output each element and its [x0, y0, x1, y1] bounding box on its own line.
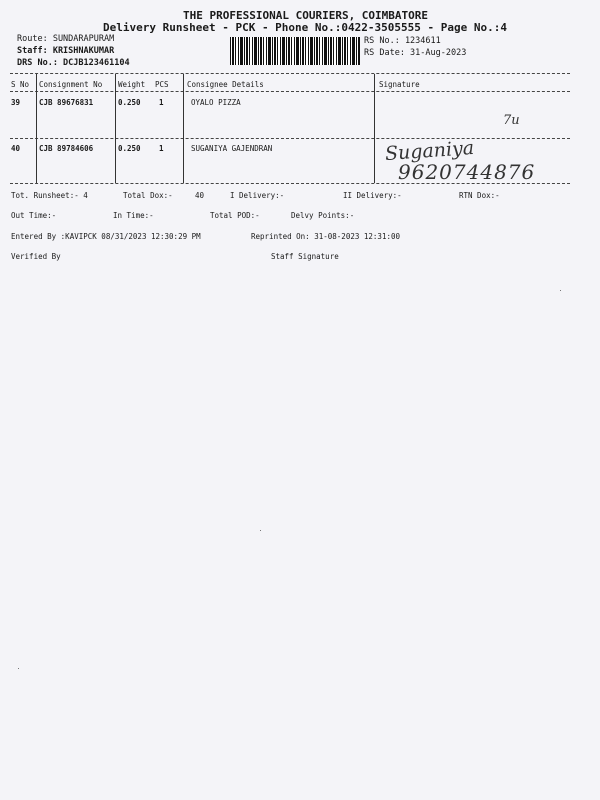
rtn-dox: RTN Dox:- [459, 191, 500, 200]
route-label: Route: SUNDARAPURAM [17, 34, 115, 44]
row-weight: 0.250 [118, 144, 141, 153]
scan-speck [260, 530, 261, 531]
row-pcs: 1 [159, 144, 164, 153]
row-sno: 40 [11, 144, 21, 153]
drs-number: DRS No.: DCJB123461104 [17, 58, 130, 68]
ii-delivery: II Delivery:- [343, 191, 402, 200]
row-consignment: CJB 89784606 [39, 144, 94, 153]
row-weight: 0.250 [118, 98, 141, 107]
staff-label: Staff: KRISHNAKUMAR [17, 46, 115, 56]
row-consignee: OYALO PIZZA [191, 98, 241, 107]
staff-signature-label: Staff Signature [271, 252, 339, 261]
col-divider [36, 74, 37, 183]
scan-speck [560, 290, 561, 291]
total-runsheet: Tot. Runsheet:- 4 [11, 191, 88, 200]
total-pod: Total POD:- [210, 211, 260, 220]
row-consignee: SUGANIYA GAJENDRAN [191, 144, 273, 153]
col-header-signature: Signature [379, 80, 420, 89]
col-header-weight: Weight [118, 80, 146, 89]
scan-speck [18, 668, 19, 669]
row-divider [10, 138, 570, 139]
runsheet-title: Delivery Runsheet - PCK - Phone No.:0422-3505555 - Page No.:4 [103, 21, 507, 34]
delivery-points: Delvy Points:- [291, 211, 355, 220]
row-consignment: CJB 89676831 [39, 98, 94, 107]
barcode [230, 37, 360, 65]
handwritten-phone: 9620744876 [398, 160, 536, 184]
rs-date: RS Date: 31-Aug-2023 [364, 48, 467, 58]
total-dox-label: Total Dox:- [123, 191, 173, 200]
col-header-consignee: Consignee Details [187, 80, 264, 89]
table-header-rule [10, 91, 570, 92]
col-divider [374, 74, 375, 183]
row-sno: 39 [11, 98, 21, 107]
rs-number: RS No.: 1234611 [364, 36, 441, 46]
i-delivery: I Delivery:- [230, 191, 285, 200]
col-divider [115, 74, 116, 183]
reprinted-on: Reprinted On: 31-08-2023 12:31:00 [251, 232, 401, 241]
col-divider [183, 74, 184, 183]
row-pcs: 1 [159, 98, 164, 107]
in-time: In Time:- [113, 211, 154, 220]
col-header-pcs: PCS [155, 80, 169, 89]
table-top-rule [10, 73, 570, 74]
handwritten-signature: Suganiya [384, 136, 475, 166]
out-time: Out Time:- [11, 211, 57, 220]
company-title: THE PROFESSIONAL COURIERS, COIMBATORE [183, 9, 429, 22]
entered-by: Entered By :KAVIPCK 08/31/2023 12:30:29 PM [11, 232, 201, 241]
handwritten-note: 7u [503, 113, 520, 128]
col-header-consignment: Consignment No [39, 80, 103, 89]
verified-by: Verified By [11, 252, 61, 261]
total-dox-value: 40 [195, 191, 205, 200]
col-header-sno: S No [11, 80, 30, 89]
